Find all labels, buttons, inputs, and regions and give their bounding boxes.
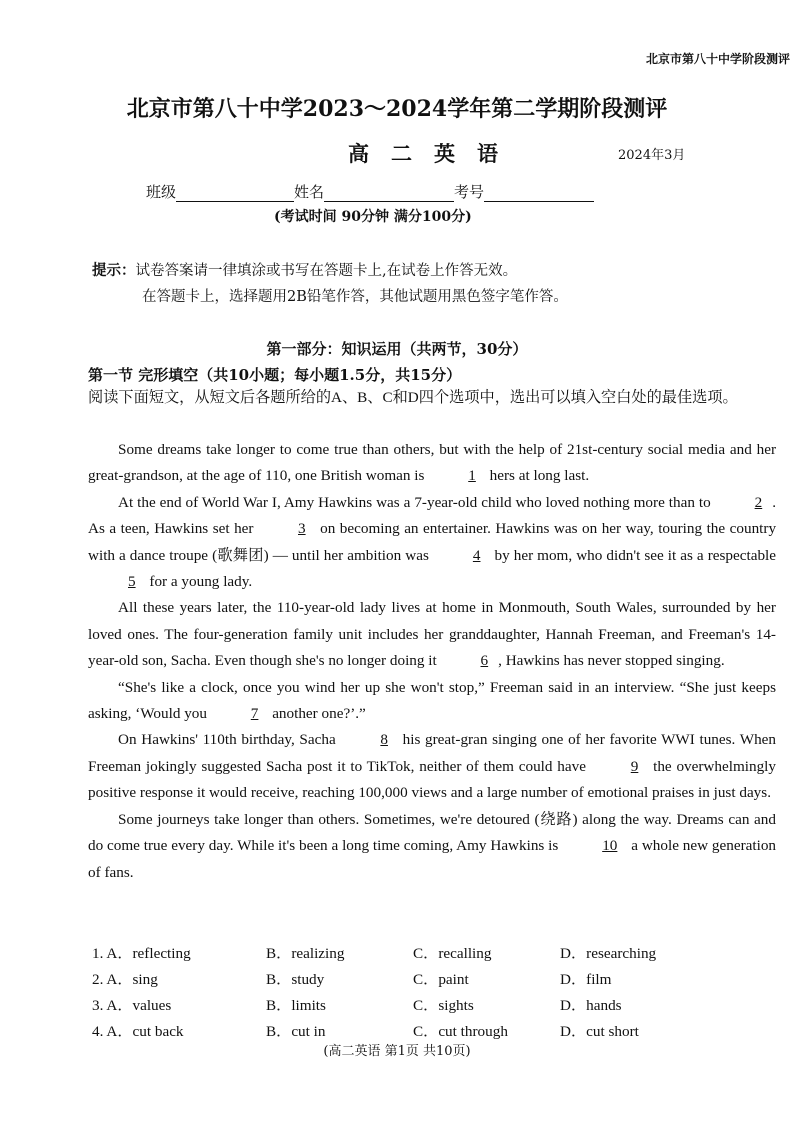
paragraph-4: “She's like a clock, once you wind her up she won't stop,” Freeman said in an interview. “She just keeps asking, ‘Would you 7 another one?’.” (88, 675, 776, 728)
option-2-a: 2. A．sing (92, 971, 158, 988)
section-title: 第一节 完形填空（共10小题；每小题1.5分，共15分） (88, 366, 462, 384)
blank-5: 5 (128, 573, 136, 591)
exam-title: 北京市第八十中学2023～2024学年第二学期阶段测评 (126, 96, 668, 122)
page-footer: (高二英语 第1页 共10页) (323, 1044, 471, 1059)
instruction: 阅读下面短文，从短文后各题所给的A、B、C和D四个选项中，选出可以填入空白处的最佳选项。 (88, 389, 738, 406)
blank-8: 8 (380, 731, 388, 749)
option-3-c: C．sights (413, 997, 474, 1014)
blank-2: 2 (754, 493, 763, 511)
name-label: 姓名 (294, 183, 325, 201)
option-1-b: B．realizing (266, 945, 345, 962)
option-4-c: C．cut through (413, 1023, 508, 1040)
part-title: 第一部分：知识运用（共两节，30分） (266, 340, 528, 358)
paragraph-5: On Hawkins' 110th birthday, Sacha 8 his great-gran singing one of her favorite WWI tunes. When Freeman jokingly suggested Sacha post it to TikTok, neither of them could have 9 the overwhelmingly positive response it would receive, reaching 100,000 views and a large number of emotional praises in just days. (88, 727, 776, 806)
option-1-d: D．researching (560, 945, 657, 962)
option-1-a: 1. A．reflecting (92, 945, 191, 962)
exam-timing: (考试时间 90分钟 满分100分) (274, 209, 472, 225)
blank-7: 7 (250, 705, 259, 723)
option-4-d: D．cut short (560, 1023, 639, 1040)
paragraph-6: Some journeys take longer than others. Sometimes, we're detoured (绕路) along the way. Dreams can and do come true every day. While it's been a long time coming, Amy Hawkins is 10 a whole new generation of fans. (88, 810, 777, 881)
tip-text-1: 试卷答案请一律填涂或书写在答题卡上,在试卷上作答无效。 (135, 263, 518, 279)
option-1-c: C．recalling (413, 945, 492, 962)
number-label: 考号 (454, 183, 485, 201)
option-3-d: D．hands (560, 997, 622, 1014)
tip-label: 提示： (92, 262, 136, 279)
option-2-d: D．film (560, 971, 612, 988)
option-3-a: 3. A．values (92, 997, 172, 1014)
paragraph-2: At the end of World War I, Amy Hawkins was a 7-year-old child who loved nothing more than to 2 . As a teen, Hawkins set her 3 on becoming an entertainer. Hawkins was on her way, touring the country with a dance troupe (歌舞团) — until her ambition was 4 by her mom, who didn't see it as a respectable 5 for a young lady. (88, 490, 776, 596)
blank-6: 6 (480, 652, 489, 670)
blank-10: 10 (602, 837, 618, 855)
tip-line-2: 在答题卡上，选择题用2B铅笔作答，其他试题用黑色签字笔作答。 (142, 289, 568, 305)
option-2-c: C．paint (413, 971, 469, 988)
number-blank[interactable] (484, 185, 594, 202)
blank-9: 9 (630, 757, 639, 775)
option-2-b: B．study (266, 971, 325, 988)
blank-1: 1 (468, 467, 476, 485)
student-info-fields (146, 181, 594, 202)
option-4-a: 4. A．cut back (92, 1023, 184, 1040)
class-blank[interactable] (176, 185, 294, 202)
tip-line-1 (92, 259, 517, 280)
blank-4: 4 (472, 546, 481, 564)
paragraph-3: All these years later, the 110-year-old lady lives at home in Monmouth, South Wales, surrounded by her loved ones. The four-generation family unit includes her granddaughter, Hannah Freeman, and Freeman's 14-year-old son, Sacha. Even though she's no longer doing it 6 , Hawkins has never stopped singing. (88, 595, 776, 674)
option-4-b: B．cut in (266, 1023, 326, 1040)
passage (88, 437, 776, 886)
class-label: 班级 (146, 183, 177, 201)
header-school-tag: 北京市第八十中学阶段测评 (645, 52, 790, 66)
paragraph-1: Some dreams take longer to come true than others, but with the help of 21st-century social media and her great-grandson, at the age of 110, one British woman is 1 hers at long last. (88, 437, 776, 490)
option-3-b: B．limits (266, 997, 326, 1014)
blank-3: 3 (298, 520, 306, 538)
subject-title: 高二英语 (348, 141, 520, 166)
name-blank[interactable] (324, 185, 454, 202)
exam-date: 2024年3月 (618, 148, 686, 163)
